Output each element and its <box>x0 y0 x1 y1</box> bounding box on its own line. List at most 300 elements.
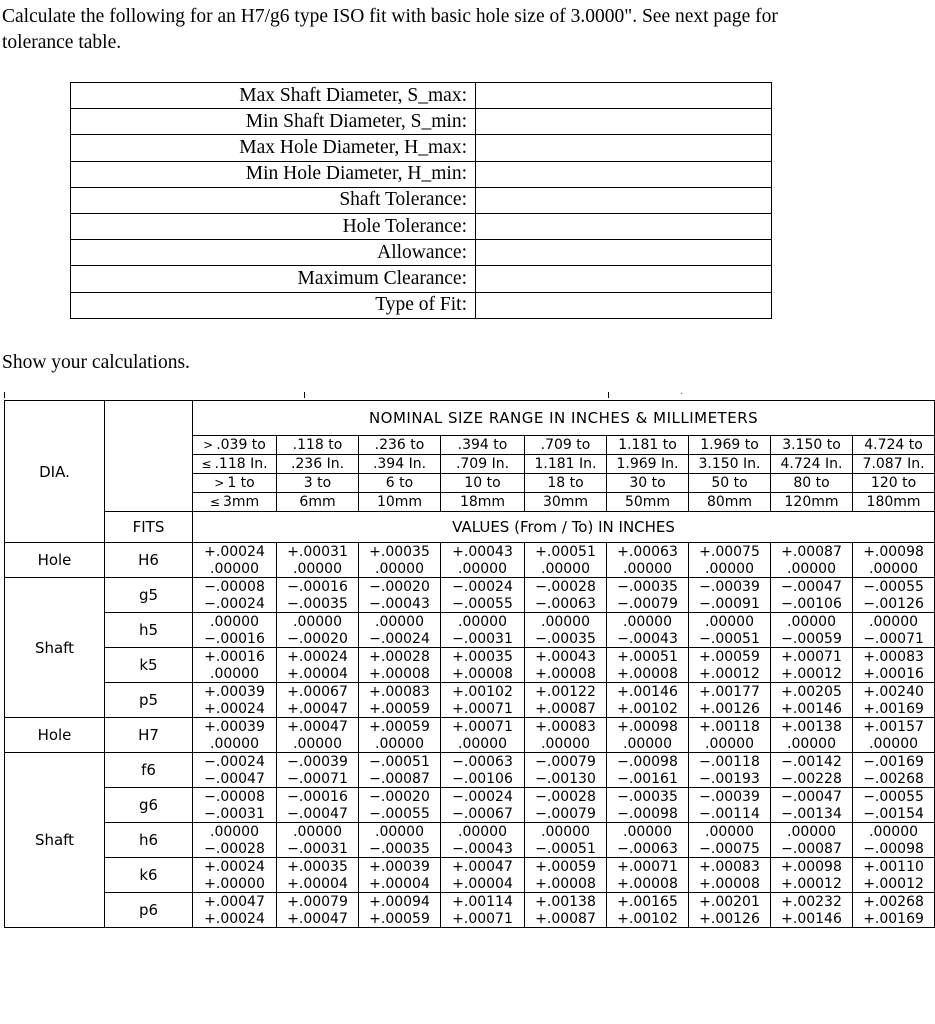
answer-row <box>71 240 772 266</box>
tolerance-value: −.00031 <box>193 805 277 823</box>
size-range-text: 50mm <box>624 493 671 510</box>
size-range-cell <box>607 493 689 512</box>
tolerance-value: .00000 <box>853 613 935 631</box>
answer-input-cell[interactable] <box>476 135 772 161</box>
tolerance-value: +.00012 <box>771 875 853 893</box>
tolerance-value: −.00126 <box>853 595 935 613</box>
answer-row <box>71 135 772 161</box>
tolerance-value: .00000 <box>525 560 607 578</box>
tolerance-value: .00000 <box>853 560 935 578</box>
tolerance-value: −.00024 <box>359 630 441 648</box>
size-range-text: .236 In. <box>290 455 345 472</box>
fit-label: f6 <box>105 753 193 788</box>
tolerance-value: −.00051 <box>689 630 771 648</box>
tolerance-value: +.00094 <box>359 893 441 911</box>
tolerance-value: .00000 <box>771 823 853 841</box>
tolerance-value: −.00055 <box>441 595 525 613</box>
size-range-cell <box>525 493 607 512</box>
tolerance-value: .00000 <box>689 735 771 753</box>
answer-label: Min Shaft Diameter, S_min: <box>71 109 476 135</box>
tolerance-value: +.00240 <box>853 683 935 701</box>
table-row <box>5 788 935 806</box>
tolerance-value: +.00059 <box>525 858 607 876</box>
tolerance-value: .00000 <box>771 735 853 753</box>
size-range-cell <box>441 474 525 493</box>
tolerance-value: +.00083 <box>853 648 935 666</box>
tolerance-value: +.00118 <box>689 718 771 736</box>
tolerance-value: .00000 <box>277 823 359 841</box>
tolerance-value: +.00059 <box>689 648 771 666</box>
fit-label: g5 <box>105 578 193 613</box>
tolerance-value: −.00268 <box>853 770 935 788</box>
answer-table <box>70 82 772 319</box>
size-range-text: 50 to <box>711 474 748 491</box>
tolerance-value: .00000 <box>277 735 359 753</box>
tolerance-value: −.00169 <box>853 753 935 771</box>
tolerance-value: −.00028 <box>525 788 607 806</box>
size-range-text: 7.087 In. <box>862 455 925 472</box>
answer-label: Type of Fit: <box>71 292 476 318</box>
tolerance-value: +.00063 <box>607 543 689 561</box>
tolerance-value: .00000 <box>853 735 935 753</box>
tolerance-value: +.00059 <box>359 718 441 736</box>
tolerance-value: −.00071 <box>853 630 935 648</box>
tolerance-value: +.00083 <box>525 718 607 736</box>
tolerance-value: +.00157 <box>853 718 935 736</box>
table-row <box>5 683 935 701</box>
size-range-cell <box>853 455 935 474</box>
tolerance-value: −.00118 <box>689 753 771 771</box>
tolerance-value: +.00075 <box>689 543 771 561</box>
size-range-text: .236 to <box>374 436 425 453</box>
tolerance-value: −.00079 <box>607 595 689 613</box>
table-row <box>5 578 935 596</box>
fit-label: g6 <box>105 788 193 823</box>
size-range-cell <box>359 455 441 474</box>
tolerance-value: −.00051 <box>359 753 441 771</box>
tolerance-value: +.00071 <box>607 858 689 876</box>
tolerance-value: −.00043 <box>441 840 525 858</box>
tolerance-value: −.00024 <box>193 595 277 613</box>
tolerance-value: +.00047 <box>277 718 359 736</box>
tolerance-value: +.00024 <box>193 700 277 718</box>
table-row <box>5 543 935 561</box>
tolerance-value: −.00079 <box>525 805 607 823</box>
tolerance-value: +.00201 <box>689 893 771 911</box>
size-range-text: 18mm <box>459 493 506 510</box>
size-range-text: .118 to <box>292 436 343 453</box>
tolerance-value: +.00012 <box>689 665 771 683</box>
tolerance-value: +.00051 <box>525 543 607 561</box>
tolerance-value: .00000 <box>359 823 441 841</box>
tolerance-value: −.00075 <box>689 840 771 858</box>
fit-label: h5 <box>105 613 193 648</box>
dia-group-label: Shaft <box>5 753 105 928</box>
size-range-text: .394 In. <box>372 455 427 472</box>
size-range-cell <box>689 455 771 474</box>
tolerance-value: +.00012 <box>853 875 935 893</box>
tolerance-value: −.00063 <box>441 753 525 771</box>
size-range-text: 80 to <box>793 474 830 491</box>
tolerance-value: −.00035 <box>359 840 441 858</box>
tolerance-value: +.00165 <box>607 893 689 911</box>
tolerance-value: +.00008 <box>689 875 771 893</box>
tolerance-value: −.00063 <box>525 595 607 613</box>
table-row <box>5 753 935 771</box>
tolerance-value: −.00035 <box>607 788 689 806</box>
tolerance-value: +.00138 <box>525 893 607 911</box>
fit-label: p6 <box>105 893 193 928</box>
size-range-cell <box>525 436 607 455</box>
tolerance-value: −.00047 <box>771 578 853 596</box>
size-range-text: 1.969 In. <box>616 455 679 472</box>
tolerance-value: +.00024 <box>277 648 359 666</box>
size-range-cell <box>771 474 853 493</box>
answer-label: Maximum Clearance: <box>71 266 476 292</box>
tolerance-value: +.00071 <box>441 718 525 736</box>
answer-input-cell[interactable] <box>476 292 772 318</box>
answer-input-cell[interactable] <box>476 213 772 239</box>
tolerance-value: +.00024 <box>193 858 277 876</box>
tolerance-value: −.00098 <box>607 805 689 823</box>
answer-input-cell[interactable] <box>476 161 772 187</box>
tolerance-table <box>4 400 935 928</box>
tolerance-value: −.00193 <box>689 770 771 788</box>
dia-group-label: Hole <box>5 718 105 753</box>
size-range-text: 3.150 In. <box>698 455 761 472</box>
tolerance-value: .00000 <box>525 823 607 841</box>
size-range-text: .039 to <box>216 436 266 453</box>
size-range-cell <box>689 436 771 455</box>
size-range-text: 6mm <box>299 493 336 510</box>
tolerance-value: −.00130 <box>525 770 607 788</box>
answer-row <box>71 266 772 292</box>
tolerance-value: −.00043 <box>359 595 441 613</box>
tolerance-value: −.00055 <box>853 578 935 596</box>
tolerance-value: −.00028 <box>193 840 277 858</box>
tolerance-value: +.00146 <box>771 910 853 928</box>
size-range-cell <box>193 455 277 474</box>
tolerance-value: +.00138 <box>771 718 853 736</box>
tolerance-value: −.00016 <box>277 788 359 806</box>
answer-label: Max Shaft Diameter, S_max: <box>71 83 476 109</box>
size-range-cell <box>689 474 771 493</box>
size-range-text: 6 to <box>385 474 414 491</box>
tolerance-value: −.00020 <box>359 788 441 806</box>
table-row <box>5 893 935 911</box>
fit-label: k5 <box>105 648 193 683</box>
tolerance-value: −.00039 <box>689 788 771 806</box>
size-range-text: 30mm <box>542 493 589 510</box>
size-range-text: .394 to <box>457 436 508 453</box>
tolerance-value: .00000 <box>359 613 441 631</box>
tolerance-value: .00000 <box>193 613 277 631</box>
tolerance-value: .00000 <box>277 560 359 578</box>
size-range-text: .709 In. <box>455 455 510 472</box>
size-range-text: 80mm <box>706 493 753 510</box>
tolerance-value: −.00024 <box>441 788 525 806</box>
tolerance-value: +.00047 <box>277 910 359 928</box>
tolerance-value: +.00232 <box>771 893 853 911</box>
size-range-cell <box>441 493 525 512</box>
tolerance-value: −.00106 <box>441 770 525 788</box>
size-range-text: 1.969 to <box>700 436 759 453</box>
size-range-cell <box>277 474 359 493</box>
size-range-text: 3 to <box>303 474 332 491</box>
tolerance-value: −.00024 <box>441 578 525 596</box>
tolerance-value: .00000 <box>607 613 689 631</box>
answer-label: Max Hole Diameter, H_max: <box>71 135 476 161</box>
answer-input-cell[interactable] <box>476 187 772 213</box>
tolerance-value: +.00146 <box>771 700 853 718</box>
size-range-cell <box>193 436 277 455</box>
size-range-cell <box>853 474 935 493</box>
tolerance-value: +.00177 <box>689 683 771 701</box>
size-range-text: 180mm <box>866 493 921 510</box>
nominal-size-title: NOMINAL SIZE RANGE IN INCHES & MILLIMETERS <box>193 401 935 436</box>
tolerance-value: .00000 <box>607 823 689 841</box>
tolerance-value: .00000 <box>193 665 277 683</box>
tolerance-value: −.00154 <box>853 805 935 823</box>
answer-input-cell[interactable] <box>476 266 772 292</box>
answer-input-cell[interactable] <box>476 240 772 266</box>
size-range-cell <box>441 436 525 455</box>
tolerance-value: −.00024 <box>193 753 277 771</box>
table-row <box>5 613 935 631</box>
answer-row <box>71 187 772 213</box>
range-symbol: > <box>214 475 225 490</box>
tolerance-value: +.00031 <box>277 543 359 561</box>
size-range-cell <box>853 493 935 512</box>
tolerance-value: −.00055 <box>853 788 935 806</box>
size-range-text: 10 to <box>464 474 501 491</box>
size-range-text: .709 to <box>540 436 591 453</box>
answer-row <box>71 109 772 135</box>
tolerance-value: +.00059 <box>359 700 441 718</box>
tolerance-value: +.00039 <box>359 858 441 876</box>
tolerance-value: +.00126 <box>689 700 771 718</box>
answer-input-cell[interactable] <box>476 83 772 109</box>
tolerance-value: +.00008 <box>441 665 525 683</box>
tolerance-value: +.00047 <box>441 858 525 876</box>
tolerance-value: −.00020 <box>359 578 441 596</box>
size-range-cell <box>771 455 853 474</box>
table-row <box>5 858 935 876</box>
size-range-cell <box>607 455 689 474</box>
size-range-text: 1 to <box>227 474 255 491</box>
tolerance-value: +.00083 <box>359 683 441 701</box>
tolerance-value: −.00047 <box>193 770 277 788</box>
tolerance-value: +.00008 <box>525 875 607 893</box>
size-range-text: 3mm <box>222 493 260 510</box>
tolerance-value: .00000 <box>359 560 441 578</box>
tolerance-value: +.00102 <box>607 910 689 928</box>
tolerance-value: +.00087 <box>771 543 853 561</box>
tolerance-value: +.00000 <box>193 875 277 893</box>
tolerance-value: +.00004 <box>441 875 525 893</box>
tolerance-value: −.00161 <box>607 770 689 788</box>
tolerance-value: .00000 <box>193 823 277 841</box>
size-range-text: 30 to <box>629 474 666 491</box>
size-range-cell <box>277 436 359 455</box>
tolerance-value: +.00024 <box>193 543 277 561</box>
size-range-cell <box>359 474 441 493</box>
size-range-text: 1.181 In. <box>534 455 597 472</box>
tolerance-value: −.00079 <box>525 753 607 771</box>
tolerance-value: −.00098 <box>607 753 689 771</box>
tolerance-value: +.00205 <box>771 683 853 701</box>
size-range-cell <box>853 436 935 455</box>
tolerance-value: .00000 <box>441 613 525 631</box>
tolerance-value: .00000 <box>771 613 853 631</box>
size-range-cell <box>359 493 441 512</box>
tolerance-value: .00000 <box>853 823 935 841</box>
tolerance-value: .00000 <box>607 735 689 753</box>
tolerance-value: +.00102 <box>441 683 525 701</box>
tolerance-value: +.00071 <box>771 648 853 666</box>
fit-label: H6 <box>105 543 193 578</box>
tolerance-value: +.00146 <box>607 683 689 701</box>
size-range-text: 1.181 to <box>618 436 677 453</box>
title-row <box>5 401 935 436</box>
tolerance-value: +.00004 <box>359 875 441 893</box>
tolerance-value: +.00035 <box>359 543 441 561</box>
tolerance-value: −.00134 <box>771 805 853 823</box>
answer-input-cell[interactable] <box>476 109 772 135</box>
tolerance-value: +.00102 <box>607 700 689 718</box>
size-range-cell <box>771 436 853 455</box>
tolerance-value: +.00126 <box>689 910 771 928</box>
tolerance-value: +.00087 <box>525 700 607 718</box>
tolerance-value: +.00047 <box>193 893 277 911</box>
tolerance-value: −.00091 <box>689 595 771 613</box>
tolerance-value: −.00035 <box>525 630 607 648</box>
tolerance-value: +.00122 <box>525 683 607 701</box>
size-range-cell <box>441 455 525 474</box>
tolerance-value: +.00083 <box>689 858 771 876</box>
tolerance-value: +.00016 <box>853 665 935 683</box>
tolerance-value: +.00071 <box>441 910 525 928</box>
tolerance-value: +.00114 <box>441 893 525 911</box>
fit-label: H7 <box>105 718 193 753</box>
answer-label: Allowance: <box>71 240 476 266</box>
tolerance-value: −.00008 <box>193 578 277 596</box>
question-line-1: Calculate the following for an H7/g6 type ISO fit with basic hole size of 3.0000". See next page for <box>2 6 778 27</box>
tolerance-value: +.00016 <box>193 648 277 666</box>
tolerance-value: .00000 <box>689 560 771 578</box>
tolerance-value: +.00028 <box>359 648 441 666</box>
fit-label: p5 <box>105 683 193 718</box>
range-symbol: ≤ <box>209 494 220 509</box>
tolerance-value: .00000 <box>193 735 277 753</box>
tolerance-value: −.00063 <box>607 840 689 858</box>
tolerance-value: .00000 <box>607 560 689 578</box>
tolerance-value: −.00043 <box>607 630 689 648</box>
tolerance-value: +.00043 <box>525 648 607 666</box>
tolerance-value: +.00079 <box>277 893 359 911</box>
dia-group-label: Shaft <box>5 578 105 718</box>
tolerance-value: .00000 <box>193 560 277 578</box>
tolerance-value: .00000 <box>441 823 525 841</box>
size-range-cell <box>525 455 607 474</box>
tolerance-value: .00000 <box>525 613 607 631</box>
question-line-2: tolerance table. <box>2 32 122 53</box>
tolerance-value: +.00043 <box>441 543 525 561</box>
size-range-text: 4.724 to <box>864 436 923 453</box>
range-symbol: ≤ <box>201 456 212 471</box>
tolerance-value: −.00067 <box>441 805 525 823</box>
tolerance-value: +.00024 <box>193 910 277 928</box>
answer-row <box>71 292 772 318</box>
tolerance-value: −.00016 <box>277 578 359 596</box>
size-range-cell <box>193 474 277 493</box>
tolerance-value: +.00035 <box>441 648 525 666</box>
tolerance-value: .00000 <box>441 560 525 578</box>
tolerance-value: −.00087 <box>771 840 853 858</box>
tolerance-value: −.00059 <box>771 630 853 648</box>
tolerance-value: +.00098 <box>771 858 853 876</box>
tolerance-value: +.00087 <box>525 910 607 928</box>
table-row <box>5 718 935 736</box>
tolerance-value: −.00071 <box>277 770 359 788</box>
tolerance-value: .00000 <box>689 613 771 631</box>
tolerance-value: −.00035 <box>607 578 689 596</box>
tolerance-value: +.00098 <box>607 718 689 736</box>
question-text <box>2 4 908 56</box>
tolerance-value: −.00035 <box>277 595 359 613</box>
tolerance-value: +.00008 <box>607 875 689 893</box>
size-range-text: .118 In. <box>214 455 268 472</box>
tolerance-value: +.00004 <box>277 665 359 683</box>
table-row <box>5 823 935 841</box>
tolerance-value: +.00035 <box>277 858 359 876</box>
tolerance-value: −.00039 <box>277 753 359 771</box>
tolerance-value: .00000 <box>689 823 771 841</box>
fits-header-row <box>5 512 935 543</box>
show-calculations-text: Show your calculations. <box>2 352 190 373</box>
tolerance-value: −.00047 <box>277 805 359 823</box>
tolerance-value: .00000 <box>359 735 441 753</box>
tolerance-value: +.00071 <box>441 700 525 718</box>
tolerance-value: .00000 <box>771 560 853 578</box>
tolerance-value: +.00039 <box>193 718 277 736</box>
answer-row <box>71 213 772 239</box>
tolerance-value: +.00067 <box>277 683 359 701</box>
tolerance-value: .00000 <box>277 613 359 631</box>
page-break-fragment: · <box>0 392 910 398</box>
size-range-cell <box>277 493 359 512</box>
tolerance-value: .00000 <box>441 735 525 753</box>
tolerance-value: +.00047 <box>277 700 359 718</box>
table-row <box>5 648 935 666</box>
answer-label: Hole Tolerance: <box>71 213 476 239</box>
tolerance-value: +.00098 <box>853 543 935 561</box>
tolerance-value: −.00055 <box>359 805 441 823</box>
size-range-cell <box>607 474 689 493</box>
tolerance-value: +.00008 <box>607 665 689 683</box>
tolerance-value: −.00228 <box>771 770 853 788</box>
tolerance-value: −.00098 <box>853 840 935 858</box>
tolerance-value: −.00142 <box>771 753 853 771</box>
tolerance-value: −.00031 <box>441 630 525 648</box>
tolerance-value: +.00039 <box>193 683 277 701</box>
tolerance-value: +.00008 <box>525 665 607 683</box>
tolerance-value: +.00110 <box>853 858 935 876</box>
range-symbol: > <box>203 437 214 452</box>
tolerance-value: −.00008 <box>193 788 277 806</box>
size-range-cell <box>193 493 277 512</box>
values-header: VALUES (From / To) IN INCHES <box>193 512 935 543</box>
